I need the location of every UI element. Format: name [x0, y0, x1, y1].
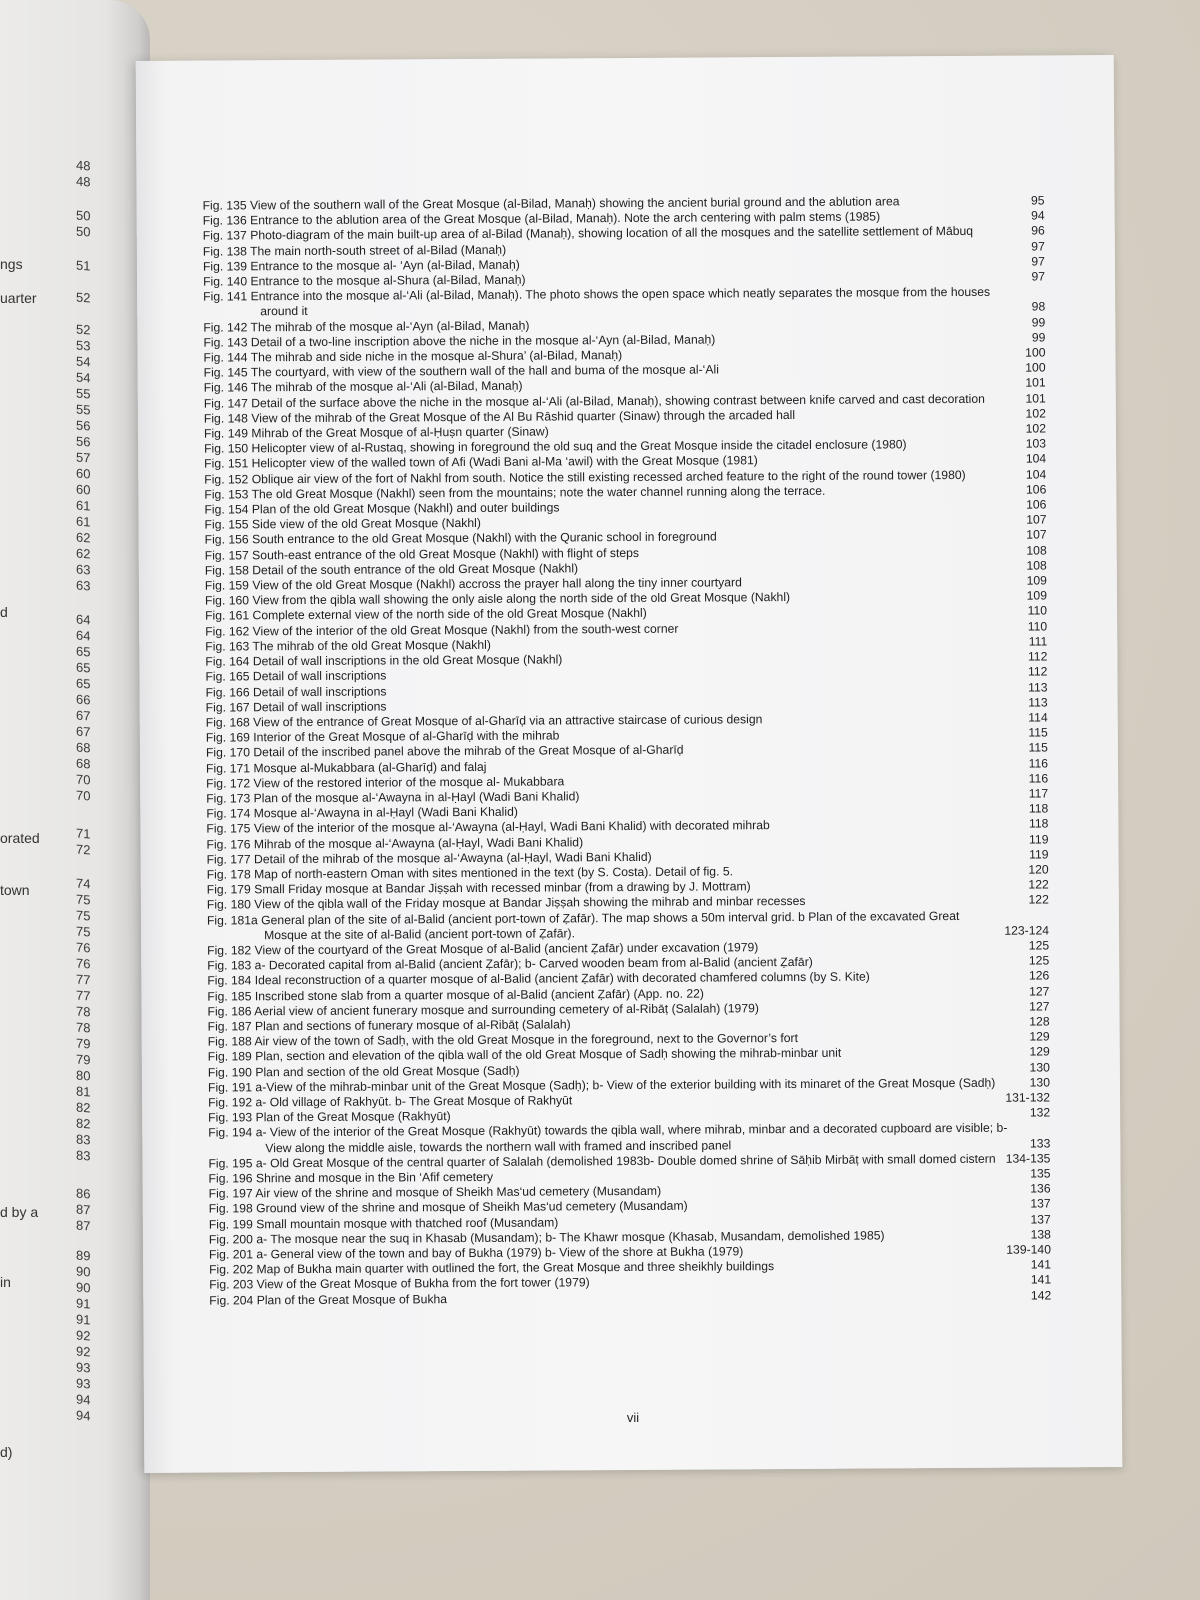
- figure-caption: Fig. 142 The mihrab of the mosque al-‘Ayn (al-Bilad, Manaḥ): [203, 318, 530, 335]
- figure-page-number: 96: [1031, 223, 1045, 238]
- figure-caption: Fig. 163 The mihrab of the old Great Mosque (Nakhl): [205, 637, 491, 654]
- left-page-text-fragment: d): [0, 1444, 13, 1460]
- figure-caption: Fig. 193 Plan of the Great Mosque (Rakhyūt): [208, 1109, 451, 1125]
- figure-caption: Fig. 160 View from the qibla wall showing the only aisle along the north side of the old Great Mosque (Nakhl): [204, 590, 791, 608]
- figure-caption: Fig. 190 Plan and section of the old Great Mosque (Sadḥ): [207, 1063, 520, 1080]
- figure-page-number: 116: [1028, 771, 1049, 786]
- figure-caption: Fig. 194 a- View of the interior of the Great Mosque (Rakhyūt) towards the qibla wall, where mihrab, minbar and a decorated cupboard are visible; b- View along the middle aisle, towards the northern wall with framed and inscribed panel: [208, 1121, 1008, 1155]
- figure-page-number: 127: [1029, 983, 1050, 999]
- figure-caption: Fig. 148 View of the mihrab of the Great Mosque of the Al Bu Rāshid quarter (Sinaw) through the arcaded hall: [203, 407, 796, 426]
- figure-page-number: 108: [1026, 558, 1047, 573]
- left-page-number: 92: [76, 1343, 91, 1360]
- left-page-number: 65: [76, 675, 91, 692]
- figure-caption: Fig. 203 View of the Great Mosque of Bukha from the fort tower (1979): [209, 1275, 590, 1292]
- figure-page-number: 137: [1030, 1196, 1051, 1211]
- figure-caption: Fig. 188 Air view of the town of Sadḥ, with the old Great Mosque in the foreground, next to the Governor’s fort: [207, 1031, 799, 1049]
- left-page-text-fragment: uarter: [0, 290, 37, 306]
- left-page-number: 56: [76, 433, 91, 450]
- figure-caption: Fig. 171 Mosque al-Mukabbara (al-Gharīḍ) and falaj: [205, 759, 487, 776]
- figure-page-number: 116: [1028, 755, 1049, 771]
- figure-page-number: 125: [1028, 938, 1050, 953]
- left-page-number: 60: [76, 465, 91, 482]
- figure-caption: Fig. 137 Photo-diagram of the main built-up area of al-Bilad (Manaḥ), showing location of all the mosques and the satellite settlement of Mābuq: [202, 224, 974, 243]
- left-page-number: 54: [76, 369, 91, 386]
- figure-caption: Fig. 201 a- General view of the town and bay of Bukha (1979) b- View of the shore at Bukha (1979): [208, 1244, 744, 1262]
- figure-caption: Fig. 187 Plan and sections of funerary mosque of al-Ribāṭ (Salalah): [207, 1017, 571, 1034]
- left-page-number: 52: [76, 321, 91, 338]
- figure-caption: Fig. 140 Entrance to the mosque al-Shura (al-Bilad, Manaḥ): [203, 272, 526, 289]
- left-page-number: 64: [76, 627, 91, 644]
- figure-page-number: 130: [1029, 1060, 1050, 1075]
- figure-page-number: 99: [1031, 315, 1046, 330]
- figure-page-number: 107: [1026, 527, 1047, 543]
- figure-page-number: 119: [1029, 847, 1049, 862]
- left-page-number: 79: [76, 1035, 91, 1052]
- left-page-number: 90: [76, 1279, 91, 1296]
- left-page-number: 80: [76, 1067, 91, 1084]
- figure-caption: Fig. 165 Detail of wall inscriptions: [205, 668, 387, 684]
- figure-caption: Fig. 189 Plan, section and elevation of the qibla wall of the old Great Mosque of Sadḥ showing the mihrab-minbar unit: [207, 1046, 842, 1064]
- left-page-number: 90: [76, 1263, 91, 1280]
- figure-caption: Fig. 176 Mihrab of the mosque al-‘Awayna (al-Ḥayl, Wadi Bani Khalid): [206, 834, 584, 852]
- left-page-number: 53: [76, 337, 91, 354]
- left-page-number: 70: [76, 771, 91, 788]
- figure-page-number: 110: [1027, 603, 1048, 619]
- left-page-number: 68: [76, 739, 91, 756]
- figure-caption: Fig. 174 Mosque al-‘Awayna in al-Ḥayl (Wadi Bani Khalid): [206, 804, 518, 821]
- figure-page-number: 97: [1031, 254, 1045, 269]
- figure-page-number: 112: [1027, 649, 1048, 664]
- left-page-text-fragment: d by a: [0, 1204, 39, 1220]
- left-page-number: 87: [76, 1201, 91, 1218]
- figure-caption: Fig. 169 Interior of the Great Mosque of al-Gharīḍ with the mihrab: [205, 728, 560, 745]
- left-page-number: 57: [76, 449, 91, 466]
- figure-caption: Fig. 180 View of the qibla wall of the Friday mosque at Bandar Jiṣṣah showing the mihrab and minbar recesses: [206, 894, 806, 912]
- left-page-number: 63: [76, 577, 91, 594]
- left-page-number: 62: [76, 545, 91, 562]
- page-number: vii: [626, 1409, 640, 1426]
- figure-page-number: 131-132: [1005, 1090, 1051, 1105]
- figure-page-number: 120: [1028, 862, 1049, 877]
- left-page-number: 50: [76, 223, 91, 240]
- figure-page-number: 139-140: [1006, 1242, 1052, 1257]
- left-page-number: 75: [76, 923, 91, 940]
- figure-caption: Fig. 191 a-View of the mihrab-minbar unit of the Great Mosque (Sadḥ); b- View of the exterior building with its minaret of the Great Mosque (Sadḥ): [207, 1075, 996, 1095]
- figure-page-number: 132: [1029, 1105, 1051, 1120]
- left-page-number: 75: [76, 907, 91, 924]
- figure-caption: Fig. 195 a- Old Great Mosque of the central quarter of Salalah (demolished 1983b- Double domed shrine of Sāḥib Mirbāṭ with small domed cistern: [208, 1151, 996, 1171]
- figure-caption: Fig. 173 Plan of the mosque al-‘Awayna in al-Ḥayl (Wadi Bani Khalid): [206, 789, 580, 806]
- left-page-text-fragment: town: [0, 882, 30, 898]
- figure-caption: Fig. 182 View of the courtyard of the Great Mosque of al-Balid (ancient Ẓafār) under excavation (1979): [207, 940, 759, 958]
- document-page: [136, 55, 1123, 1473]
- figure-caption: Fig. 135 View of the southern wall of the Great Mosque (al-Bilad, Manaḥ) showing the ancient burial ground and the ablution area: [202, 194, 900, 213]
- figure-caption: Fig. 157 South-east entrance of the old Great Mosque (Nakhl) with flight of steps: [204, 545, 640, 563]
- figure-caption: Fig. 168 View of the entrance of Great Mosque of al-Gharīḍ via an attractive staircase of curious design: [205, 712, 763, 730]
- left-page-number: 78: [76, 1003, 91, 1020]
- figure-page-number: 102: [1025, 421, 1047, 436]
- figure-page-number: 101: [1025, 391, 1046, 406]
- left-page-number: 92: [76, 1327, 91, 1344]
- left-page-text-fragment: d: [0, 604, 8, 620]
- left-page-text-fragment: ngs: [0, 256, 23, 272]
- figure-page-number: 134-135: [1005, 1151, 1051, 1166]
- left-page-number: 65: [76, 643, 91, 660]
- figure-caption: Fig. 198 Ground view of the shrine and mosque of Sheikh Mas‘ud cemetery (Musandam): [208, 1199, 688, 1216]
- left-page-number: 67: [76, 723, 91, 740]
- figure-page-number: 130: [1029, 1075, 1050, 1090]
- left-page-number: 55: [76, 385, 91, 402]
- figure-page-number: 97: [1031, 239, 1045, 254]
- left-page-number: 77: [76, 971, 91, 988]
- left-page-number: 72: [76, 841, 91, 858]
- figure-page-number: 109: [1026, 588, 1048, 603]
- figure-page-number: 106: [1026, 497, 1047, 512]
- figure-page-number: 100: [1025, 345, 1046, 360]
- figure-caption: Fig. 155 Side view of the old Great Mosque (Nakhl): [204, 516, 481, 532]
- figure-page-number: 103: [1025, 436, 1047, 451]
- left-page-number: 60: [76, 481, 91, 498]
- left-page-number: 94: [76, 1391, 91, 1408]
- left-page-number: 65: [76, 659, 91, 676]
- figure-page-number: 119: [1028, 831, 1049, 847]
- figure-caption: Fig. 147 Detail of the surface above the niche in the mosque al-‘Ali (al-Bilad, Manaḥ), showing contrast between knife carved and cast decoration: [203, 391, 985, 411]
- figure-caption: Fig. 144 The mihrab and side niche in the mosque al-Shura’ (al-Bilad, Manaḥ): [203, 348, 623, 365]
- figure-page-number: 98: [1031, 299, 1046, 314]
- left-page-number: 82: [76, 1115, 91, 1132]
- left-page-number: 83: [76, 1131, 91, 1148]
- figure-caption: Fig. 156 South entrance to the old Great Mosque (Nakhl) with the Quranic school in foreground: [204, 529, 717, 548]
- figure-page-number: 118: [1028, 816, 1049, 831]
- left-page-number: 86: [76, 1185, 91, 1202]
- left-page-number: 56: [76, 417, 91, 434]
- figure-page-number: 99: [1031, 330, 1046, 345]
- figure-page-number: 135: [1030, 1166, 1051, 1181]
- figure-page-number: 118: [1028, 801, 1049, 816]
- left-page-number: 81: [76, 1083, 91, 1100]
- figure-caption: Fig. 158 Detail of the south entrance of the old Great Mosque (Nakhl): [204, 561, 579, 578]
- figure-caption: Fig. 162 View of the interior of the old Great Mosque (Nakhl) from the south-west corner: [205, 621, 679, 639]
- figure-page-number: 111: [1028, 634, 1048, 649]
- left-page-number: 75: [76, 891, 91, 908]
- figure-page-number: 127: [1029, 999, 1050, 1014]
- left-page-number: 50: [76, 207, 91, 224]
- figure-caption: Fig. 200 a- The mosque near the suq in Khasab (Musandam); b- The Khawr mosque (Khasab, Musandam, demolished 1985): [208, 1228, 885, 1247]
- figure-page-number: 108: [1026, 543, 1047, 558]
- figure-page-number: 125: [1028, 953, 1050, 968]
- left-page-number: 93: [76, 1359, 91, 1376]
- figure-page-number: 113: [1028, 679, 1048, 695]
- figure-page-number: 104: [1025, 467, 1047, 482]
- figure-page-number: 112: [1027, 664, 1048, 679]
- figure-page-number: 106: [1025, 482, 1047, 497]
- figure-page-number: 123-124: [1004, 923, 1050, 938]
- left-page-number: 63: [76, 561, 91, 578]
- figure-caption: Fig. 192 a- Old village of Rakhyūt. b- The Great Mosque of Rakhyūt: [208, 1093, 573, 1110]
- figure-caption: Fig. 183 a- Decorated capital from al-Balid (ancient Ẓafār); b- Carved wooden beam from al-Balid (ancient Ẓafār): [207, 955, 813, 973]
- left-page-number: 61: [76, 513, 91, 530]
- figure-caption: Fig. 175 View of the interior of the mosque al-‘Awayna (al-Ḥayl, Wadi Bani Khalid) with decorated mihrab: [206, 818, 770, 836]
- figure-page-number: 129: [1029, 1044, 1050, 1059]
- figure-caption: Fig. 145 The courtyard, with view of the southern wall of the hall and buma of the mosque al-‘Ali: [203, 362, 719, 380]
- figure-page-number: 115: [1028, 725, 1048, 740]
- left-page-number: 61: [76, 497, 91, 514]
- figure-page-number: 94: [1031, 208, 1045, 223]
- left-page-number: 87: [76, 1217, 91, 1234]
- figure-page-number: 117: [1028, 786, 1049, 801]
- figure-page-number: 138: [1030, 1227, 1051, 1242]
- left-page-number: 89: [76, 1247, 91, 1264]
- figure-page-number: 141: [1030, 1272, 1052, 1287]
- figure-page-number: 122: [1028, 877, 1049, 892]
- figure-page-number: 137: [1030, 1212, 1051, 1227]
- figure-caption: Fig. 186 Aerial view of ancient funerary mosque and surrounding cemetery of al-Ribāṭ (Salalah) (1979): [207, 1000, 759, 1019]
- left-page-number: 66: [76, 691, 91, 708]
- figure-page-number: 133: [1029, 1136, 1051, 1151]
- figure-caption: Fig. 164 Detail of wall inscriptions in the old Great Mosque (Nakhl): [205, 652, 563, 669]
- figure-page-number: 141: [1030, 1257, 1052, 1272]
- left-page-number: 77: [76, 987, 91, 1004]
- figure-page-number: 104: [1025, 451, 1047, 467]
- left-page-number: 70: [76, 787, 91, 804]
- figure-caption: Fig. 179 Small Friday mosque at Bandar Jiṣṣah with recessed minbar (from a drawing by J. Mottram): [206, 879, 751, 897]
- left-page-text-fragment: orated: [0, 830, 40, 846]
- left-page-number: 68: [76, 755, 91, 772]
- figure-caption: Fig. 170 Detail of the inscribed panel above the mihrab of the Great Mosque of al-Gharīḍ: [205, 742, 684, 760]
- figure-page-number: 107: [1026, 512, 1047, 527]
- figure-page-number: 122: [1028, 892, 1049, 907]
- figure-caption: Fig. 204 Plan of the Great Mosque of Bukha: [209, 1291, 448, 1308]
- figure-caption: Fig. 143 Detail of a two-line inscription above the niche in the mosque al-‘Ayn (al-Bilad, Manaḥ): [203, 332, 716, 350]
- figure-caption: Fig. 141 Entrance into the mosque al-‘Ali (al-Bilad, Manaḥ). The photo shows the open space which neatly separates the mosque from the houses around it: [203, 285, 991, 319]
- figure-caption: Fig. 151 Helicopter view of the walled town of Afi (Wadi Bani al-Ma ‘awil) with the Great Mosque (1981): [204, 453, 758, 472]
- left-page-number: 91: [76, 1311, 91, 1328]
- figure-page-number: 114: [1028, 710, 1048, 725]
- left-page-number: 67: [76, 707, 91, 724]
- figure-caption: Fig. 199 Small mountain mosque with thatched roof (Musandam): [208, 1215, 559, 1232]
- left-page-number: 76: [76, 939, 91, 956]
- figure-page-number: 142: [1030, 1288, 1052, 1303]
- figure-caption: Fig. 202 Map of Bukha main quarter with outlined the fort, the Great Mosque and three sheikhly buildings: [209, 1259, 775, 1277]
- figure-caption: Fig. 138 The main north-south street of al-Bilad (Manaḥ): [202, 242, 507, 259]
- figure-caption: Fig. 197 Air view of the shrine and mosque of Sheikh Mas‘ud cemetery (Musandam): [208, 1184, 662, 1201]
- figure-page-number: 115: [1028, 740, 1048, 755]
- list-of-figures: [203, 193, 1052, 1308]
- figure-caption: Fig. 196 Shrine and mosque in the Bin ‘Afif cemetery: [208, 1169, 494, 1186]
- left-page-number: 78: [76, 1019, 91, 1036]
- left-page-number: 91: [76, 1295, 91, 1312]
- figure-caption: Fig. 159 View of the old Great Mosque (Nakhl) accross the prayer hall along the tiny inner courtyard: [204, 575, 742, 593]
- figure-caption: Fig. 172 View of the restored interior of the mosque al- Mukabbara: [206, 774, 565, 791]
- figure-page-number: 100: [1025, 360, 1046, 375]
- left-page-number: 55: [76, 401, 91, 418]
- left-page-number: 83: [76, 1147, 91, 1164]
- figure-caption: Fig. 146 The mihrab of the mosque al-‘Ali (al-Bilad, Manaḥ): [203, 379, 523, 396]
- left-page-number: 79: [76, 1051, 91, 1068]
- figure-caption: Fig. 150 Helicopter view of al-Rustaq, showing in foreground the old suq and the Great Mosque inside the citadel enclosure (1980): [204, 437, 907, 456]
- figure-caption: Fig. 153 The old Great Mosque (Nakhl) seen from the mountains; note the water channel running along the terrace.: [204, 483, 826, 502]
- figure-caption: Fig. 136 Entrance to the ablution area of the Great Mosque (al-Bilad, Manaḥ). Note the arch centering with palm stems (1985): [202, 209, 881, 228]
- figure-caption: Fig. 177 Detail of the mihrab of the mosque al-‘Awayna (al-Ḥayl, Wadi Bani Khalid): [206, 849, 652, 867]
- figure-caption: Fig. 181a General plan of the site of al-Balid (ancient port-town of Ẓafār). The map shows a 50m interval grid. b Plan of the excavated Great Mosque at the site of al-Balid (ancient port-town of Ẓafār).: [206, 908, 960, 942]
- figure-caption: Fig. 149 Mihrab of the Great Mosque of al-Ḥuṣn quarter (Sinaw): [203, 424, 549, 441]
- left-page-number: 48: [76, 173, 91, 190]
- figure-caption: Fig. 161 Complete external view of the north side of the old Great Mosque (Nakhl): [205, 606, 647, 624]
- left-page-number: 64: [76, 611, 91, 628]
- left-page-number: 52: [76, 289, 91, 306]
- left-page-number: 82: [76, 1099, 91, 1116]
- left-page-number: 93: [76, 1375, 91, 1392]
- figure-page-number: 97: [1031, 269, 1046, 284]
- figure-caption: Fig. 139 Entrance to the mosque al- ‘Ayn (al-Bilad, Manaḥ): [202, 257, 520, 274]
- figure-page-number: 101: [1025, 375, 1046, 391]
- figure-caption: Fig. 178 Map of north-eastern Oman with sites mentioned in the text (by S. Costa). Detail of fig. 5.: [206, 864, 734, 882]
- left-page-number: 74: [76, 875, 91, 892]
- figure-page-number: 136: [1030, 1181, 1051, 1196]
- figure-caption: Fig. 185 Inscribed stone slab from a quarter mosque of al-Balid (ancient Ẓafār) (App. no. 22): [207, 986, 705, 1004]
- left-page-number: 51: [76, 257, 91, 274]
- left-page-number: 94: [76, 1407, 91, 1424]
- left-page: [0, 0, 150, 1600]
- figure-page-number: 102: [1025, 406, 1046, 421]
- left-page-number: 54: [76, 353, 91, 370]
- figure-page-number: 128: [1029, 1014, 1050, 1029]
- figure-caption: Fig. 152 Oblique air view of the fort of Nakhl from south. Notice the still existing recessed arched feature to the right of the round tower (1980): [204, 467, 966, 487]
- left-page-number: 62: [76, 529, 91, 546]
- left-page-number: 48: [76, 157, 91, 174]
- figure-page-number: 126: [1028, 968, 1050, 983]
- figure-caption: Fig. 166 Detail of wall inscriptions: [205, 683, 387, 700]
- figure-caption: Fig. 167 Detail of wall inscriptions: [205, 699, 387, 715]
- left-page-number: 76: [76, 955, 91, 972]
- figure-caption: Fig. 184 Ideal reconstruction of a quarter mosque of al-Balid (ancient Ẓafār) with decorated chamfered columns (by S. Kite): [207, 969, 870, 988]
- figure-page-number: 109: [1026, 573, 1047, 588]
- figure-page-number: 95: [1030, 193, 1045, 208]
- left-page-text-fragment: in: [0, 1274, 11, 1290]
- figure-page-number: 110: [1027, 619, 1048, 634]
- figure-page-number: 113: [1028, 695, 1048, 710]
- figure-caption: Fig. 154 Plan of the old Great Mosque (Nakhl) and outer buildings: [204, 500, 560, 517]
- left-page-number: 71: [76, 825, 91, 842]
- figure-page-number: 129: [1029, 1029, 1050, 1044]
